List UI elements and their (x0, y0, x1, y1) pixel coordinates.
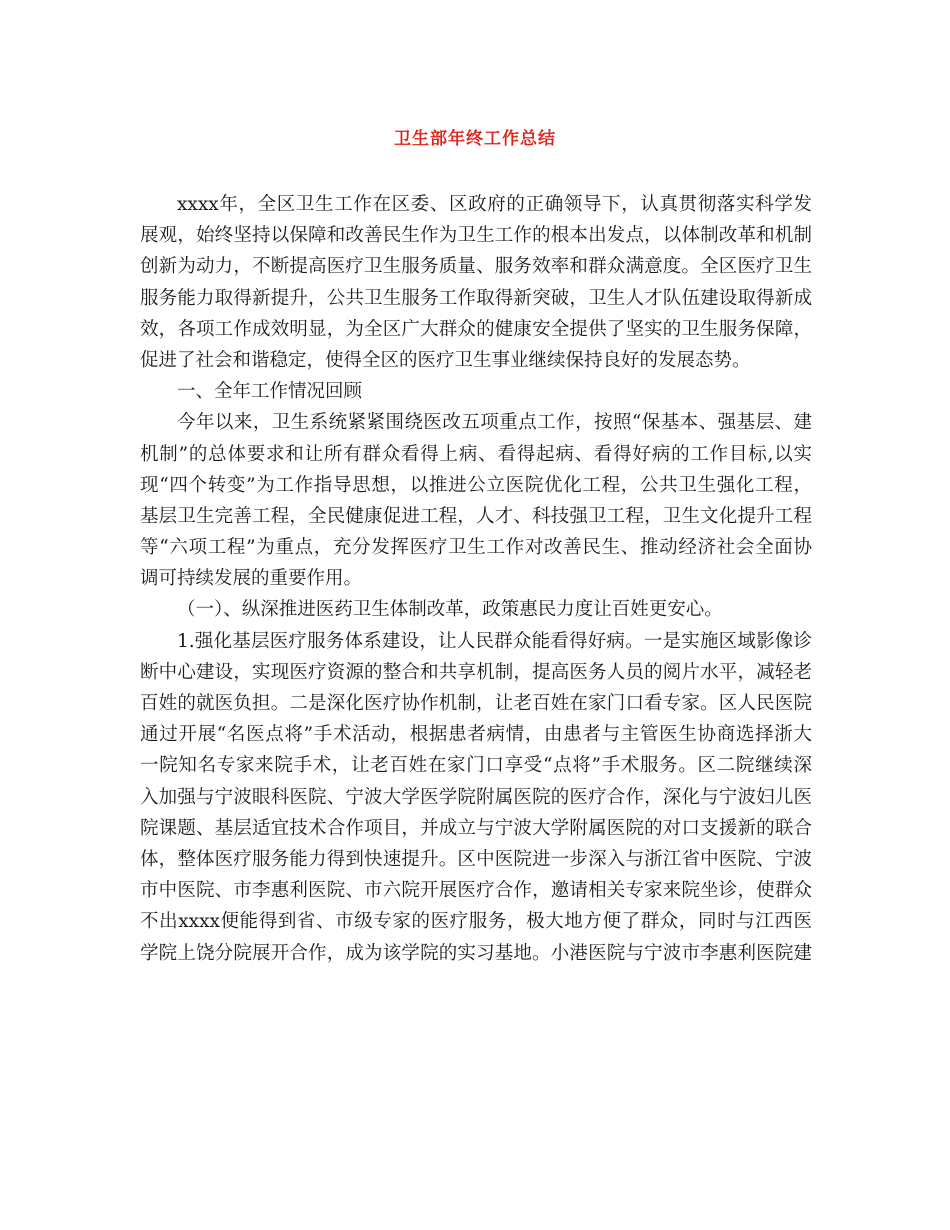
paragraph-line: 不出xxxx便能得到省、市级专家的医疗服务，极大地方便了群众，同时与江西医 (140, 911, 812, 933)
paragraph-line: xxxx年，全区卫生工作在区委、区政府的正确领导下，认真贯彻落实科学发 (177, 194, 812, 215)
paragraph-line: 促进了社会和谐稳定，使得全区的医疗卫生事业继续保持良好的发展态势。 (140, 349, 751, 371)
paragraph-line: 百姓的就医负担。二是深化医疗协作机制，让老百姓在家门口看专家。区人民医院 (140, 693, 812, 714)
paragraph-line: 调可持续发展的重要作用。 (140, 568, 363, 590)
paragraph-line: 创新为动力，不断提高医疗卫生服务质量、服务效率和群众满意度。全区医疗卫生 (140, 256, 812, 278)
paragraph-line: 机制”的总体要求和让所有群众看得上病、看得起病、看得好病的工作目标,以实 (140, 443, 812, 465)
section-heading: 一、全年工作情况回顾 (177, 381, 363, 403)
paragraph-line: 等“六项工程”为重点，充分发挥医疗卫生工作对改善民生、推动经济社会全面协 (140, 537, 812, 559)
subsection-heading: （一）、纵深推进医药卫生体制改革，政策惠民力度让百姓更安心。 (177, 599, 723, 621)
paragraph-line: 断中心建设，实现医疗资源的整合和共享机制，提高医务人员的阅片水平，减轻老 (140, 661, 812, 683)
paragraph-line: 市中医院、市李惠利医院、市六院开展医疗合作，邀请相关专家来院坐诊，使群众 (140, 880, 812, 902)
document-title: 卫生部年终工作总结 (394, 129, 556, 149)
paragraph-line: 基层卫生完善工程，全民健康促进工程，人才、科技强卫工程，卫生文化提升工程 (140, 505, 812, 527)
paragraph-line: 入加强与宁波眼科医院、宁波大学医学院附属医院的医疗合作，深化与宁波妇儿医 (140, 786, 812, 808)
paragraph-line: 通过开展“名医点将”手术活动，根据患者病情，由患者与主管医生协商选择浙大 (140, 724, 812, 746)
paragraph-line: 展观，始终坚持以保障和改善民生作为卫生工作的根本出发点，以体制改革和机制 (140, 225, 812, 247)
paragraph-line: 院课题、基层适宜技术合作项目，并成立与宁波大学附属医院的对口支援新的联合 (140, 817, 812, 839)
paragraph-line: 体，整体医疗服务能力得到快速提升。区中医院进一步深入与浙江省中医院、宁波 (140, 848, 812, 870)
paragraph-line: 1.强化基层医疗服务体系建设，让人民群众能看得好病。一是实施区域影像诊 (177, 630, 812, 652)
paragraph-line: 一院知名专家来院手术，让老百姓在家门口享受“点将”手术服务。区二院继续深 (140, 755, 812, 777)
paragraph-line: 服务能力取得新提升，公共卫生服务工作取得新突破，卫生人才队伍建设取得新成 (140, 287, 812, 309)
document-body (140, 189, 812, 969)
paragraph-line: 今年以来，卫生系统紧紧围绕医改五项重点工作，按照“保基本、强基层、建 (177, 412, 812, 434)
paragraph-line: 现“四个转变”为工作指导思想，以推进公立医院优化工程，公共卫生强化工程， (140, 474, 812, 496)
paragraph-line: 学院上饶分院展开合作，成为该学院的实习基地。小港医院与宁波市李惠利医院建 (140, 942, 812, 964)
paragraph-line: 效，各项工作成效明显，为全区广大群众的健康安全提供了坚实的卫生服务保障， (140, 318, 812, 340)
